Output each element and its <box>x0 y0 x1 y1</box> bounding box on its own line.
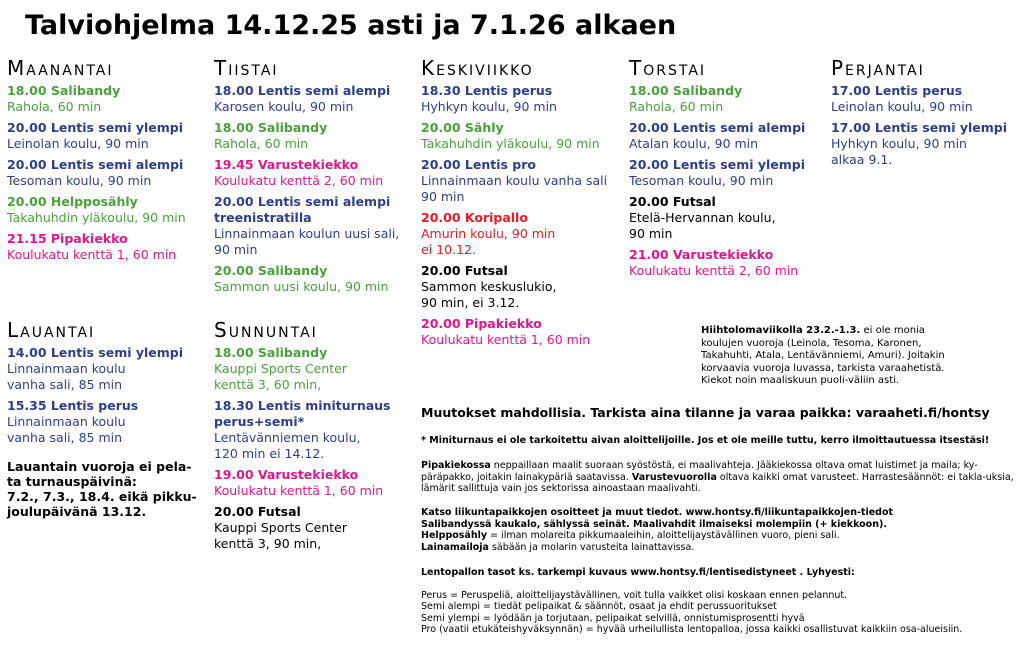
schedule-entry <box>629 120 834 152</box>
schedule-entry <box>214 263 419 295</box>
schedule-entry <box>421 210 626 258</box>
ski-holiday-heading: Hiihtolomaviikolla 23.2.-1.3. <box>701 325 861 336</box>
entry-title: 18.00 Salibandy <box>214 345 328 360</box>
day-heading: Keskiviikko <box>421 56 534 80</box>
entry-title: 14.00 Lentis semi ylempi <box>7 345 184 360</box>
entry-title: 20.00 Lentis semi alempi <box>629 120 806 135</box>
entry-title: 18.00 Salibandy <box>214 120 328 135</box>
schedule-entry <box>214 83 419 115</box>
day-column-saturday <box>7 319 212 451</box>
entry-title: 20.00 Salibandy <box>214 263 328 278</box>
helpposahly-text: = ilman molareita pikkumaaleihin, aloittelijaystävällinen vuoro, pieni sali. <box>487 530 840 541</box>
entry-detail: Tesoman koulu, 90 min <box>629 173 774 188</box>
day-column-tuesday <box>214 57 419 300</box>
entry-detail: Rahola, 60 min <box>214 136 309 151</box>
pipakiekko-label: Pipakiekossa <box>421 460 491 471</box>
page-title: Talviohjelma 14.12.25 asti ja 7.1.26 alkaen <box>25 10 677 41</box>
entry-title: 20.00 Lentis semi ylempi <box>7 120 184 135</box>
day-column-monday <box>7 57 212 268</box>
day-heading: Maanantai <box>7 56 114 80</box>
day-heading: Sunnuntai <box>214 318 318 342</box>
schedule-entry <box>7 120 212 152</box>
helpposahly-label: Helpposähly <box>421 530 488 541</box>
schedule-entry <box>214 467 419 499</box>
entry-title: 20.00 Koripallo <box>421 210 528 225</box>
entry-detail: Takahuhdin yläkoulu, 90 min <box>421 136 600 151</box>
entry-title: 21.15 Pipakiekko <box>7 231 128 246</box>
entry-detail: Leinolan koulu, 90 min <box>831 99 973 114</box>
day-heading: Tiistai <box>214 56 279 80</box>
entry-title: 17.00 Lentis perus <box>831 83 963 98</box>
varustevuoro-label: Varustevuorolla <box>631 471 717 483</box>
entry-title: 20.00 Lentis semi ylempi <box>629 157 806 172</box>
varustevuoro-text: oltava kaikki omat varusteet. Harrastesäännöt: ei takla-uksia, lämärit sallittuja vain jos sektorissa ainoastaan maalivahti. <box>421 471 1014 494</box>
schedule-entry <box>7 398 212 446</box>
schedule-entry <box>629 247 834 279</box>
day-heading: Perjantai <box>831 56 925 80</box>
schedule-entry <box>214 398 419 462</box>
entry-title: 18.00 Salibandy <box>629 83 743 98</box>
entry-detail: Linnainmaan koulu vanha sali, 85 min <box>7 361 126 392</box>
entry-title: 18.00 Salibandy <box>7 83 121 98</box>
miniturnaus-text: * Miniturnaus ei ole tarkoitettu aivan aloittelijoille. Jos et ole meille tuttu, kerro ilmoittautuessa itsestäsi! <box>421 435 990 446</box>
schedule-entry <box>7 157 212 189</box>
entry-detail: Tesoman koulu, 90 min <box>7 173 152 188</box>
venue-info <box>421 507 1021 553</box>
entry-title: 21.00 Varustekiekko <box>629 247 774 262</box>
entry-title: 18.30 Lentis perus <box>421 83 553 98</box>
entry-detail: Koulukatu kenttä 1, 60 min <box>214 483 384 498</box>
entry-title: 18.30 Lentis miniturnaus perus+semi* <box>214 398 391 429</box>
schedule-entry <box>214 345 419 393</box>
entry-title: 20.00 Sähly <box>421 120 504 135</box>
schedule-entry <box>421 316 626 348</box>
ski-holiday-text: ei ole monia koulujen vuoroja (Leinola, Tesoma, Karonen, Takahuhti, Atala, Lentävänniemi, Amuri). Joitakin korvaavia vuoroja luvassa, tarkista varaahetistä. Kiekot noin maaliskuun puoli-väliin asti. <box>701 325 945 386</box>
entry-detail: Etelä-Hervannan koulu, 90 min <box>629 210 776 241</box>
schedule-entry <box>214 194 419 258</box>
schedule-entry <box>214 504 419 552</box>
entry-detail: Kauppi Sports Center kenttä 3, 60 min, <box>214 361 347 392</box>
lainamailat-label: Lainamailoja <box>421 541 489 553</box>
entry-detail: Atalan koulu, 90 min <box>629 136 759 151</box>
entry-title: 20.00 Lentis semi alempi <box>7 157 184 172</box>
schedule-entry <box>7 231 212 263</box>
entry-detail: Koulukatu kenttä 1, 60 min <box>7 247 177 262</box>
schedule-entry <box>421 120 626 152</box>
entry-detail: Takahuhdin yläkoulu, 90 min <box>7 210 186 225</box>
schedule-entry <box>7 83 212 115</box>
entry-title: 20.00 Lentis pro <box>421 157 536 172</box>
entry-detail: Hyhkyn koulu, 90 min alkaa 9.1. <box>831 136 967 167</box>
entry-detail: Rahola, 60 min <box>629 99 724 114</box>
entry-title: 20.00 Helpposähly <box>7 194 138 209</box>
entry-detail: Linnainmaan koulu vanha sali, 85 min <box>7 414 126 445</box>
entry-detail: Karosen koulu, 90 min <box>214 99 354 114</box>
entry-detail: Leinolan koulu, 90 min <box>7 136 149 151</box>
entry-title: 18.00 Lentis semi alempi <box>214 83 391 98</box>
level-item: Perus = Peruspeliä, aloittelijaystävällinen, voit tulla vaikket olisi koskaan ennen pelannut. <box>421 589 848 601</box>
ski-holiday-note <box>701 325 951 388</box>
lainamailat-text: säbään ja molarin varusteita lainattavissa. <box>488 541 695 553</box>
schedule-entry <box>831 83 1021 115</box>
entry-detail: Koulukatu kenttä 2, 60 min <box>214 173 384 188</box>
level-item: Pro (vaatii etukäteishyväksynnän) = hyvää urheilullista lentopalloa, jossa kaikki osallistuvat kaikkiin osa-alueisiin. <box>421 624 963 635</box>
day-column-thursday <box>629 57 834 284</box>
schedule-entry <box>421 263 626 311</box>
day-heading: Lauantai <box>7 318 96 342</box>
entry-detail: Amurin koulu, 90 min ei 10.12. <box>421 226 556 257</box>
entry-title: 20.00 Futsal <box>629 194 716 209</box>
schedule-entry <box>214 157 419 189</box>
level-item: Semi ylempi = lyödään ja torjutaan, pelipaikat selvillä, onnistumisprosentti hyvä <box>421 612 805 624</box>
entry-detail: Hyhkyn koulu, 90 min <box>421 99 557 114</box>
level-item: Semi alempi = tiedät pelipaikat & säännöt, osaat ja ehdit perussuoritukset <box>421 601 777 612</box>
entry-detail: Sammon uusi koulu, 90 min <box>214 279 389 294</box>
entry-detail: Koulukatu kenttä 1, 60 min <box>421 332 591 347</box>
entry-title: 19.00 Varustekiekko <box>214 467 359 482</box>
entry-title: 15.35 Lentis perus <box>7 398 139 413</box>
schedule-entry <box>421 83 626 115</box>
entry-title: 20.00 Pipakiekko <box>421 316 542 331</box>
entry-detail: Rahola, 60 min <box>7 99 102 114</box>
entry-title: 20.00 Lentis semi alempi treenistratilla <box>214 194 391 225</box>
miniturnaus-note <box>421 435 1021 447</box>
entry-title: 17.00 Lentis semi ylempi <box>831 120 1008 135</box>
changes-notice: Muutokset mahdollisia. Tarkista aina tilanne ja varaa paikka: varaaheti.fi/hontsy <box>421 405 990 420</box>
schedule-entry <box>214 120 419 152</box>
entry-title: 20.00 Futsal <box>421 263 508 278</box>
day-column-friday <box>831 57 1021 173</box>
entry-detail: Sammon keskuslukio, 90 min, ei 3.12. <box>421 279 557 310</box>
schedule-entry <box>629 194 834 242</box>
day-heading: Torstai <box>629 56 707 80</box>
venue-link-line: Katso liikuntapaikkojen osoitteet ja muut tiedot. www.hontsy.fi/liikuntapaikkojen-tiedot <box>421 507 894 518</box>
schedule-entry <box>7 345 212 393</box>
schedule-entry <box>629 157 834 189</box>
entry-detail: Kauppi Sports Center kenttä 3, 90 min, <box>214 520 347 551</box>
entry-detail: Koulukatu kenttä 2, 60 min <box>629 263 799 278</box>
saturday-tournament-note: Lauantain vuoroja ei pela- ta turnauspäivinä: 7.2., 7.3., 18.4. eikä pikku- joulupäivänä 13.12. <box>7 459 197 519</box>
entry-title: 20.00 Futsal <box>214 504 301 519</box>
schedule-entry <box>7 194 212 226</box>
volleyball-levels <box>421 567 1021 636</box>
entry-detail: Lentävänniemen koulu, 120 min ei 14.12. <box>214 430 361 461</box>
day-column-sunday <box>214 319 419 557</box>
schedule-entry <box>421 157 626 205</box>
schedule-entry <box>831 120 1021 168</box>
day-column-wednesday <box>421 57 626 353</box>
levels-heading: Lentopallon tasot ks. tarkempi kuvaus www.hontsy.fi/lentisedistyneet . Lyhyesti: <box>421 567 855 578</box>
entry-detail: Linnainmaan koulun uusi sali, 90 min <box>214 226 400 257</box>
pipakiekko-text: neppaillaan maalit suoraan syöstöstä, ei maalivahteja. Jääkiekossa oltava omat luistimet ja maila; ky-päräpakko, joitakin lainakypäriä saatavissa. <box>421 460 978 483</box>
schedule-entry <box>629 83 834 115</box>
entry-title: 19.45 Varustekiekko <box>214 157 359 172</box>
pipakiekko-rules <box>421 460 1021 495</box>
salibandy-note: Salibandyssä kaukalo, sählyssä seinät. Maalivahdit ilmaiseksi molempiin (+ kiekkoon). <box>421 518 887 530</box>
entry-detail: Linnainmaan koulu vanha sali 90 min <box>421 173 608 204</box>
